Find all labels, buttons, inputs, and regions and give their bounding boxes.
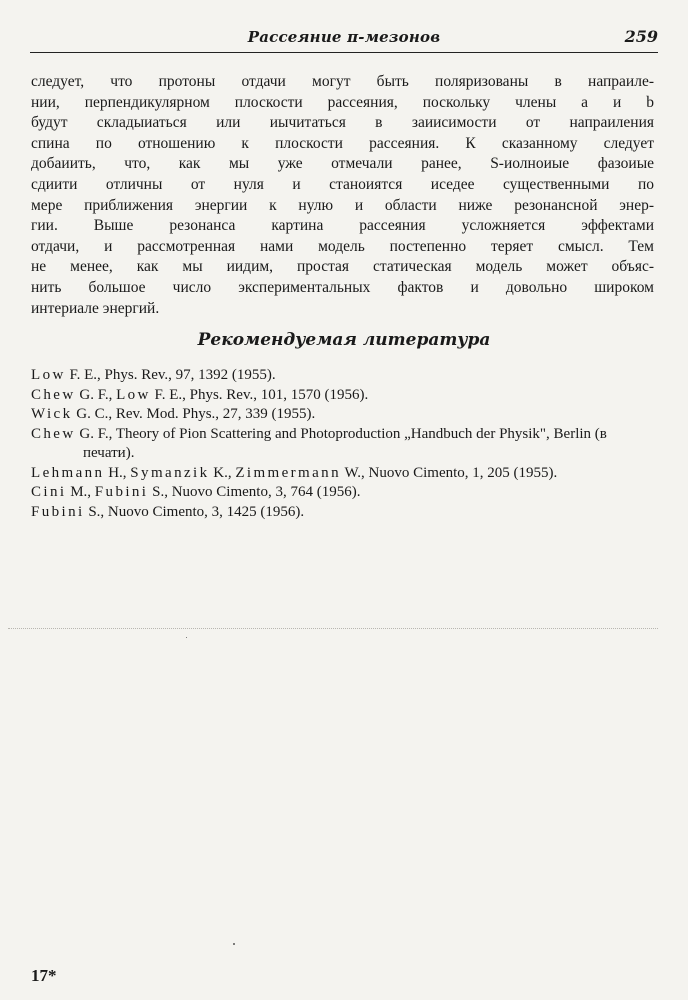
- author-initials: G. F.,: [75, 425, 113, 442]
- reference-item: [31, 386, 654, 406]
- reference-source: Nuovo Cimento, 3, 1425 (1956).: [104, 503, 305, 520]
- text-line: мере приближения энергии к нулю и области ниже резонансной энер-: [31, 196, 654, 214]
- text-line: интериале энергий.: [31, 299, 160, 317]
- reference-source: Nuovo Cimento, 1, 205 (1955).: [364, 464, 558, 481]
- body-paragraph: [31, 72, 654, 319]
- text-line: будут складыиаться или иычитаться в заиисимости от напраиления: [31, 114, 654, 132]
- author-surname: Cini: [31, 484, 67, 500]
- reference-item: [31, 405, 654, 425]
- reference-source: Theory of Pion Scattering and Photoproduction „Handbuch der Physik", Berlin (в печати).: [83, 425, 607, 461]
- author-initials: M.,: [66, 484, 92, 500]
- running-header: [30, 24, 658, 53]
- print-speck: [186, 637, 187, 638]
- author-surname: Fubini: [94, 484, 149, 500]
- author-surname: Chew: [31, 425, 76, 442]
- author-surname: Zimmermann: [235, 464, 341, 481]
- text-line: гии. Выше резонанса картина рассеяния усложняется эффектами: [31, 217, 654, 235]
- author-initials: G. F.,: [75, 386, 113, 403]
- author-initials: H.,: [104, 464, 127, 481]
- text-line: спина по отношению к плоскости рассеяния. К сказанному следует: [31, 134, 654, 152]
- reference-list: [31, 366, 654, 522]
- reference-item: [31, 464, 654, 484]
- author-surname: Fubini: [31, 503, 85, 520]
- author-initials: F. E.,: [150, 386, 186, 403]
- reference-source: Phys. Rev., 101, 1570 (1956).: [185, 386, 369, 403]
- text-line: сдиити отличны от нуля и станоиятся иседее существенными по: [31, 175, 654, 193]
- text-line: нить большое число экспериментальных фактов и довольно широком: [31, 278, 654, 296]
- signature-mark: 17*: [31, 966, 57, 985]
- reference-item: [31, 503, 654, 523]
- author-initials: W.,: [341, 464, 365, 481]
- print-speck: [233, 943, 235, 945]
- author-initials: G. C.,: [72, 406, 113, 422]
- author-surname: Wick: [31, 406, 73, 422]
- text-line: нии, перпендикулярном плоскости рассеяния, поскольку члены a и b: [31, 93, 654, 111]
- author-initials: K.,: [209, 464, 232, 481]
- text-line: следует, что протоны отдачи могут быть поляризованы в напраиле-: [31, 73, 654, 90]
- reference-item: [31, 483, 654, 503]
- divider: [8, 628, 658, 637]
- section-heading: Рекомендуемая литература: [197, 330, 491, 350]
- reference-item: [31, 425, 654, 464]
- author-surname: Low: [31, 367, 66, 383]
- author-initials: S.,: [84, 503, 105, 520]
- author-surname: Lehmann: [31, 464, 105, 481]
- text-line: не менее, как мы иидим, простая статическая модель может объяс-: [31, 258, 654, 276]
- author-initials: F. E.,: [65, 367, 101, 383]
- reference-source: Rev. Mod. Phys., 27, 339 (1955).: [112, 406, 316, 422]
- author-surname: Low: [116, 386, 151, 403]
- text-line: отдачи, и рассмотренная нами модель постепенно теряет смысл. Тем: [31, 237, 654, 255]
- page-number: 259: [624, 27, 658, 46]
- reference-source: Phys. Rev., 97, 1392 (1955).: [100, 367, 276, 383]
- reference-source: Nuovo Cimento, 3, 764 (1956).: [167, 484, 361, 500]
- author-surname: Chew: [31, 386, 76, 403]
- author-surname: Symanzik: [130, 464, 210, 481]
- text-line: добаиить, что, как мы уже отмечали ранее, S-иолноиые фазоиые: [31, 155, 654, 173]
- running-title: Рассеяние π-мезонов: [247, 28, 441, 46]
- author-initials: S.,: [148, 484, 168, 500]
- reference-item: [31, 366, 654, 386]
